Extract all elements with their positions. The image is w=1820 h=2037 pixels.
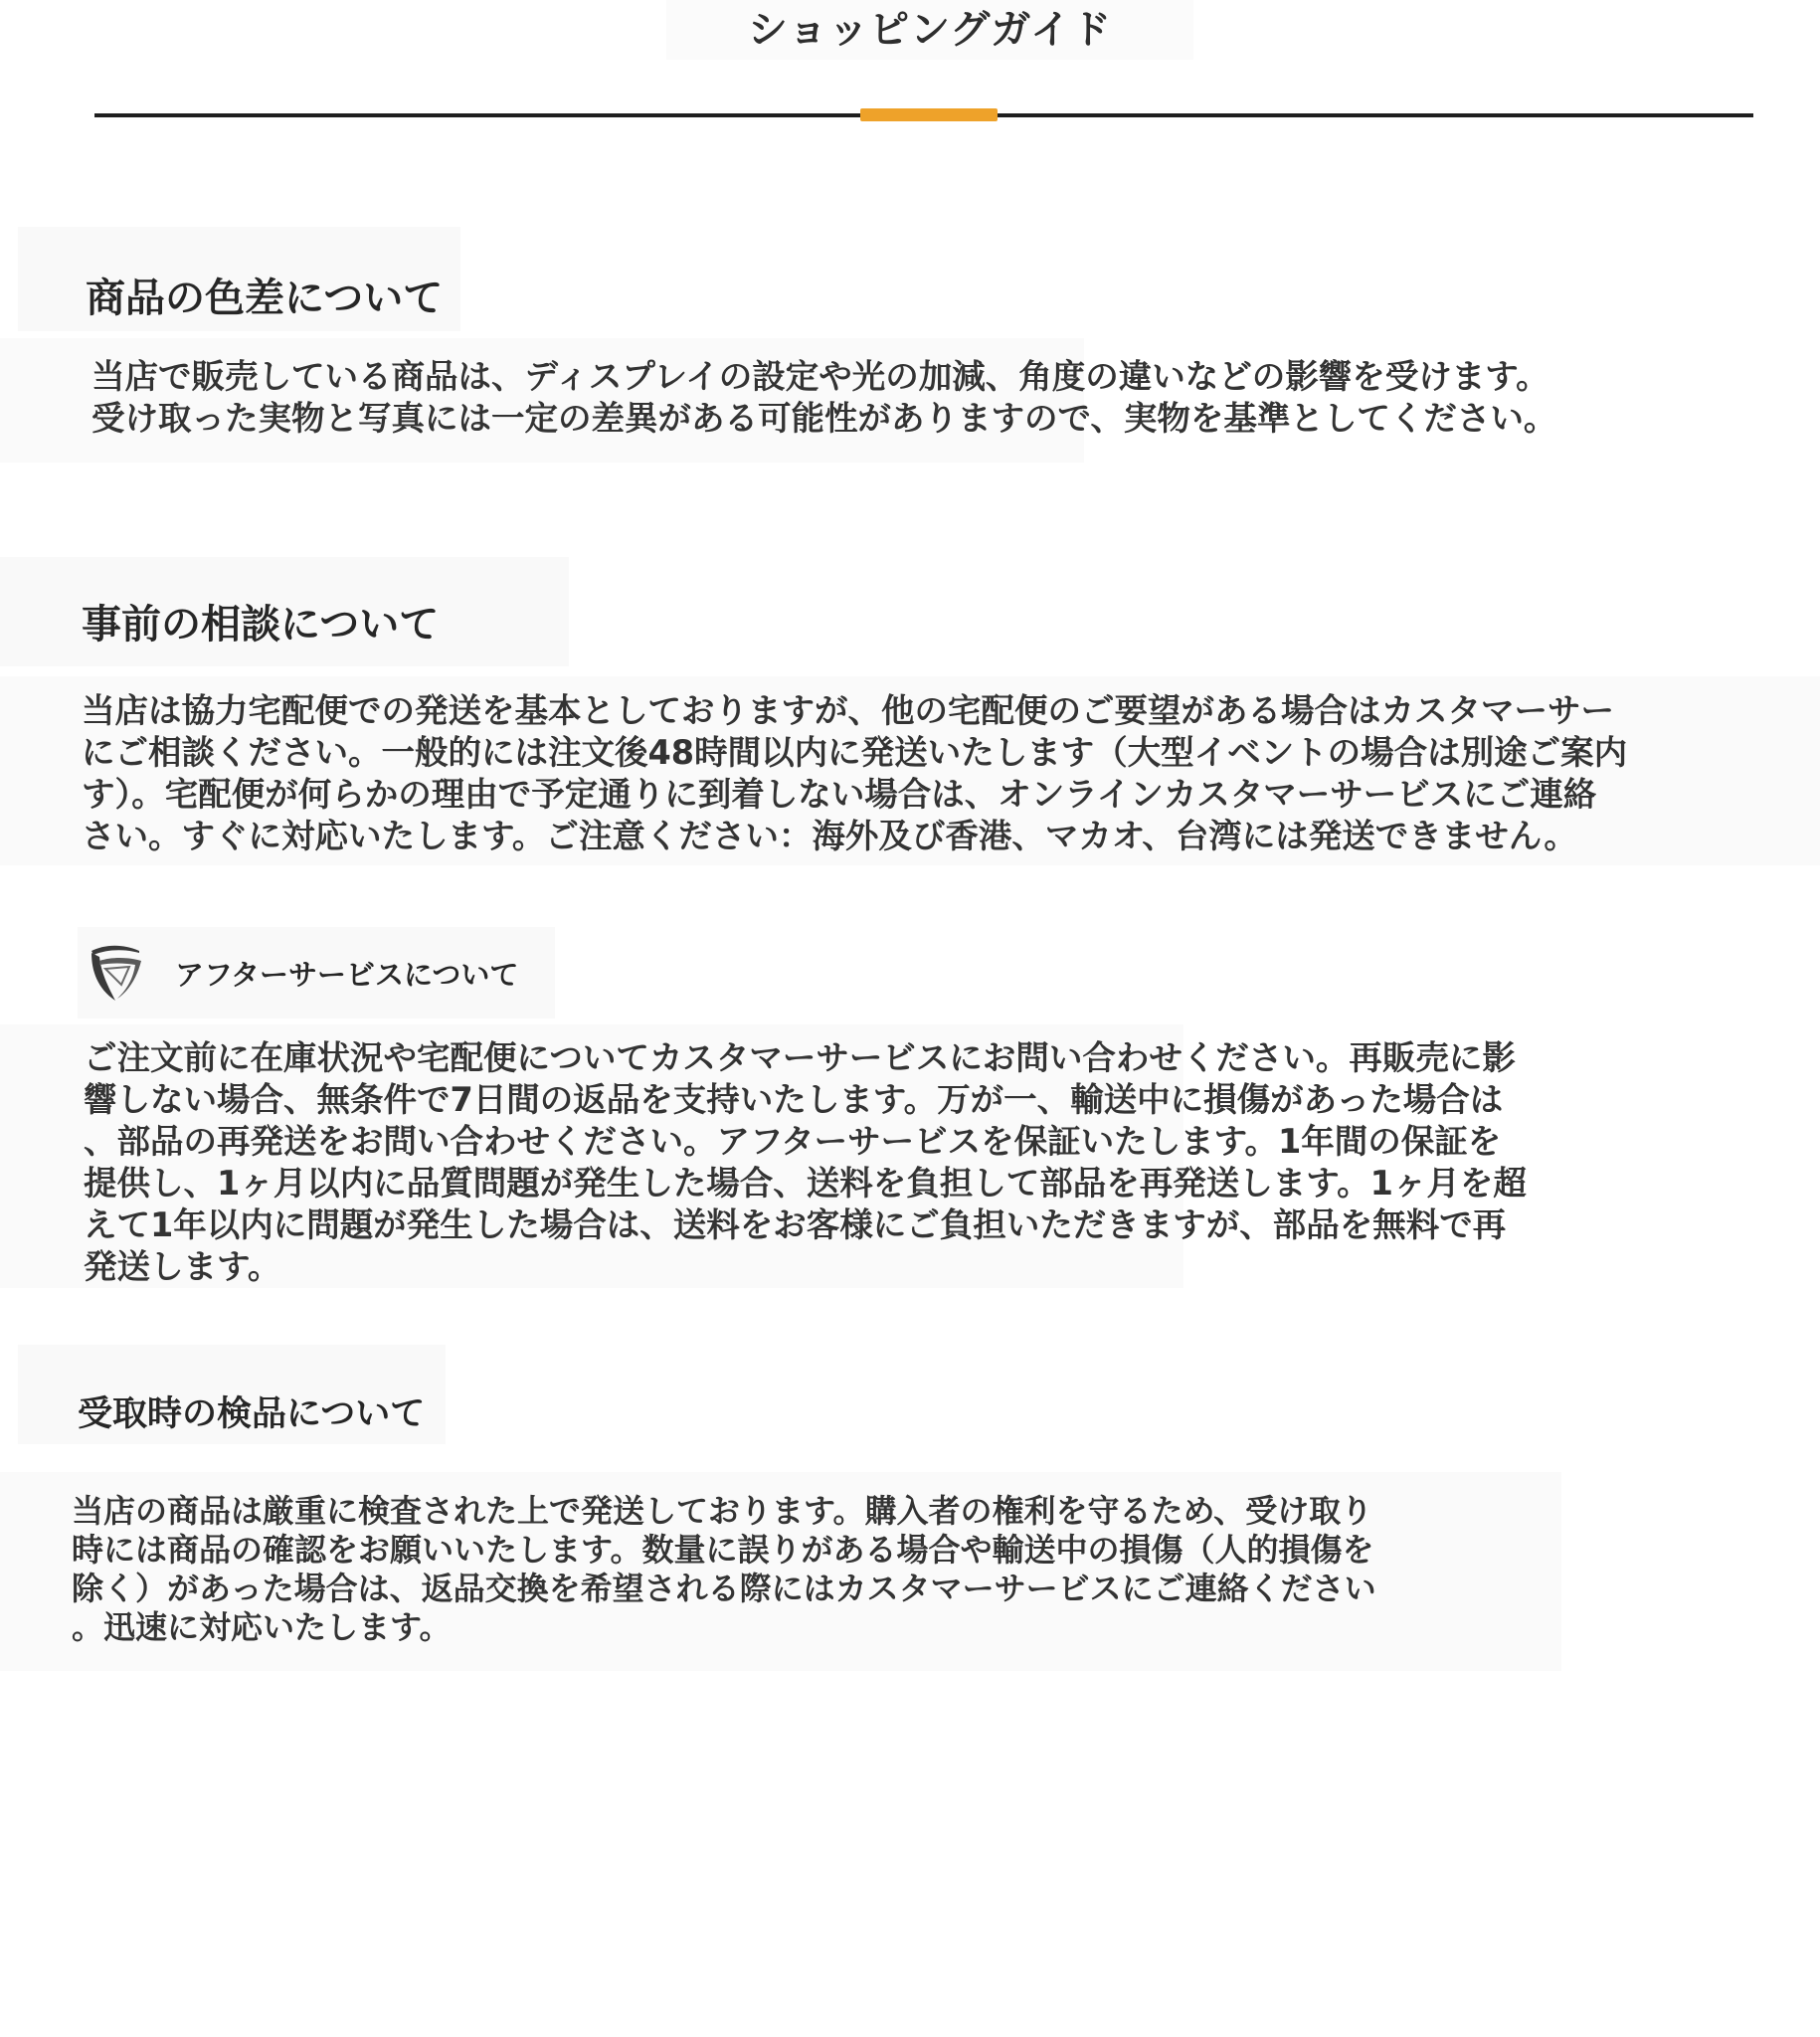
body-line: す）。宅配便が何らかの理由で予定通りに到着しない場合は、オンラインカスタマーサービスにご連絡 — [82, 775, 1597, 814]
section-body-consultation — [82, 690, 1627, 857]
body-line: 、部品の再発送をお問い合わせください。アフターサービスを保証いたします。1年間の保証を — [84, 1122, 1502, 1161]
section-body-color-difference — [91, 356, 1556, 440]
title-divider-accent — [860, 108, 998, 121]
body-line: 受け取った実物と写真には一定の差異がある可能性がありますので、実物を基準としてください。 — [91, 399, 1557, 438]
section-heading-inspection: 受取時の検品について — [78, 1394, 426, 1434]
body-line: ご注文前に在庫状況や宅配便についてカスタマーサービスにお問い合わせください。再販売に影 — [84, 1038, 1516, 1077]
body-line: えて1年以内に問題が発生した場合は、送料をお客様にご負担いただきますが、部品を無料で再 — [84, 1205, 1507, 1244]
section-heading-consultation: 事前の相談について — [82, 602, 440, 648]
body-line: 当店は協力宅配便での発送を基本としておりますが、他の宅配便のご要望がある場合はカスタマーサー — [82, 691, 1614, 730]
body-line: 時には商品の確認をお願いいたします。数量に誤りがある場合や輸送中の損傷（人的損傷を — [72, 1531, 1374, 1569]
body-line: さい。すぐに対応いたします。ご注意ください：海外及び香港、マカオ、台湾には発送できません。 — [82, 817, 1577, 855]
body-line: 当店の商品は厳重に検査された上で発送しております。購入者の権利を守るため、受け取り — [72, 1492, 1373, 1530]
section-heading-color-difference: 商品の色差について — [86, 276, 444, 321]
body-line: 響しない場合、無条件で7日間の返品を支持いたします。万が一、輸送中に損傷があった場合は — [84, 1080, 1504, 1119]
section-body-inspection — [72, 1492, 1376, 1647]
body-line: 提供し、1ヶ月以内に品質問題が発生した場合、送料を負担して部品を再発送します。1ヶ月を超 — [84, 1164, 1527, 1203]
body-line: 。迅速に対応いたします。 — [72, 1608, 452, 1646]
page-title-container — [666, 0, 1193, 60]
section-heading-after-service: アフターサービスについて — [175, 958, 519, 992]
shield-icon — [86, 941, 147, 1005]
body-line: 発送します。 — [84, 1247, 281, 1286]
body-line: 除く）があった場合は、返品交換を希望される際にはカスタマーサービスにご連絡ください — [72, 1570, 1376, 1607]
body-line: 当店で販売している商品は、ディスプレイの設定や光の加減、角度の違いなどの影響を受けます。 — [91, 357, 1549, 396]
section-body-after-service — [84, 1037, 1527, 1288]
page-title: ショッピングガイド — [747, 7, 1113, 53]
body-line: にご相談ください。一般的には注文後48時間以内に発送いたします（大型イベントの場合は別途ご案内 — [82, 733, 1628, 772]
